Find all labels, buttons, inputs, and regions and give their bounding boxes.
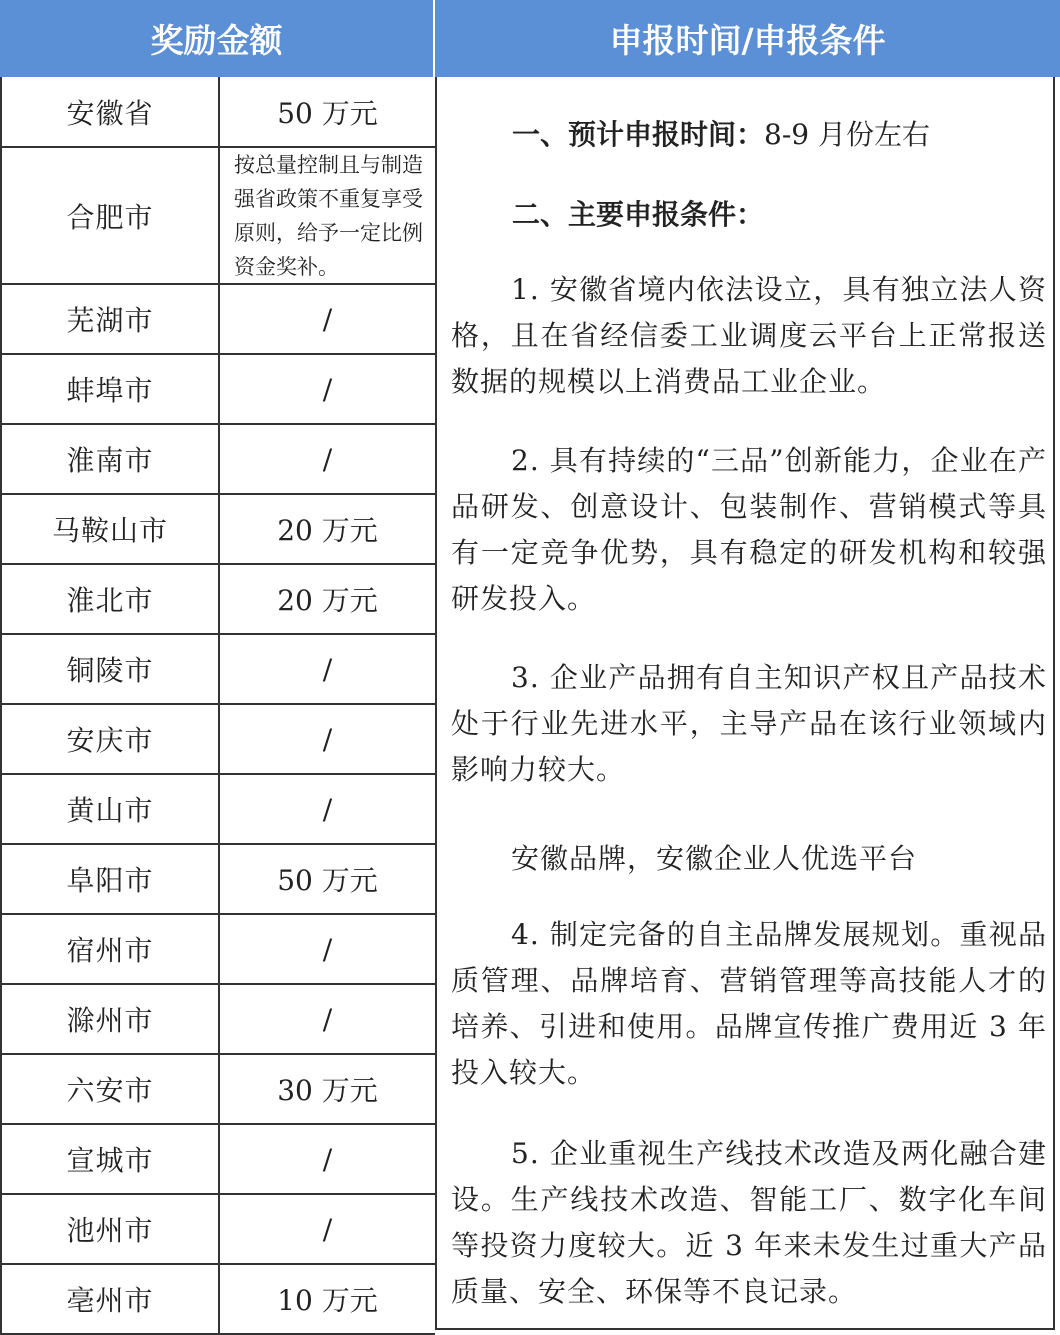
city-name: 亳州市 xyxy=(2,1265,220,1333)
reward-amount: / xyxy=(322,722,333,756)
reward-amount: / xyxy=(322,372,333,406)
header-reward-amount: 奖励金额 xyxy=(0,0,435,77)
condition-item-4: 4. 制定完备的自主品牌发展规划。重视品质管理、品牌培育、营销管理等高技能人才的培养、引进和使用。品牌宣传推广费用近 3 年投入较大。 xyxy=(451,918,1047,1089)
main-conditions-heading: 二、主要申报条件： xyxy=(512,198,765,231)
reward-amount: / xyxy=(322,442,333,476)
condition-item-3: 3. 企业产品拥有自主知识产权且产品技术处于行业先进水平，主导产品在该行业领域内影响力较大。 xyxy=(451,661,1047,786)
reward-amount: 20 万元 xyxy=(277,584,378,617)
table-row xyxy=(0,775,435,845)
apply-time-heading xyxy=(512,113,930,153)
city-name: 滁州市 xyxy=(2,985,220,1053)
city-name: 芜湖市 xyxy=(2,285,220,353)
reward-amount: 20 万元 xyxy=(277,514,378,547)
reward-amount: / xyxy=(322,1142,333,1176)
table-row xyxy=(0,1195,435,1265)
reward-amount: / xyxy=(322,1002,333,1036)
apply-time-value: 8-9 月份左右 xyxy=(764,118,931,151)
slogan-text: 安徽品牌，安徽企业人优选平台 xyxy=(511,842,918,875)
city-name: 黄山市 xyxy=(2,775,220,843)
table-row xyxy=(0,77,435,148)
reward-amount: 30 万元 xyxy=(277,1074,378,1107)
table-row xyxy=(0,148,435,285)
apply-time-label: 一、预计申报时间： xyxy=(512,118,765,151)
table-row xyxy=(0,425,435,495)
table-row xyxy=(0,495,435,565)
reward-amount: / xyxy=(322,792,333,826)
reward-amount: / xyxy=(322,1212,333,1246)
condition-item-2: 2. 具有持续的“三品”创新能力，企业在产品研发、创意设计、包装制作、营销模式等具有一定竞争优势，具有稳定的研发机构和较强研发投入。 xyxy=(451,444,1047,615)
city-name: 池州市 xyxy=(2,1195,220,1263)
condition-item-1: 1. 安徽省境内依法设立，具有独立法人资格，且在省经信委工业调度云平台上正常报送数据的规模以上消费品工业企业。 xyxy=(451,273,1047,398)
table-row xyxy=(0,705,435,775)
city-name: 宣城市 xyxy=(2,1125,220,1193)
city-name: 蚌埠市 xyxy=(2,355,220,423)
header-apply-time-conditions: 申报时间/申报条件 xyxy=(435,0,1060,77)
reward-amount: 按总量控制且与制造强省政策不重复享受原则，给予一定比例资金奖补。 xyxy=(234,152,423,279)
table-row xyxy=(0,355,435,425)
reward-amount: / xyxy=(322,652,333,686)
reward-amount: / xyxy=(322,932,333,966)
city-name: 宿州市 xyxy=(2,915,220,983)
city-name: 铜陵市 xyxy=(2,635,220,703)
city-name: 合肥市 xyxy=(2,148,220,283)
table-row xyxy=(0,985,435,1055)
table-row xyxy=(0,1265,435,1335)
condition-item-5: 5. 企业重视生产线技术改造及两化融合建设。生产线技术改造、智能工厂、数字化车间等投资力度较大。近 3 年来未发生过重大产品质量、安全、环保等不良记录。 xyxy=(451,1137,1047,1308)
table-row xyxy=(0,915,435,985)
table-row xyxy=(0,565,435,635)
reward-amount: 10 万元 xyxy=(277,1284,378,1317)
table-row xyxy=(0,1125,435,1195)
table-row xyxy=(0,845,435,915)
city-name: 马鞍山市 xyxy=(2,495,220,563)
city-name: 阜阳市 xyxy=(2,845,220,913)
reward-amount: 50 万元 xyxy=(277,96,378,130)
city-name: 淮南市 xyxy=(2,425,220,493)
table-row xyxy=(0,1055,435,1125)
city-name: 六安市 xyxy=(2,1055,220,1123)
city-name: 安徽省 xyxy=(2,77,220,146)
city-name: 安庆市 xyxy=(2,705,220,773)
reward-amount: 50 万元 xyxy=(277,864,378,897)
reward-amount: / xyxy=(322,302,333,336)
conditions-panel xyxy=(435,77,1055,1330)
table-row xyxy=(0,285,435,355)
table-row xyxy=(0,635,435,705)
city-name: 淮北市 xyxy=(2,565,220,633)
